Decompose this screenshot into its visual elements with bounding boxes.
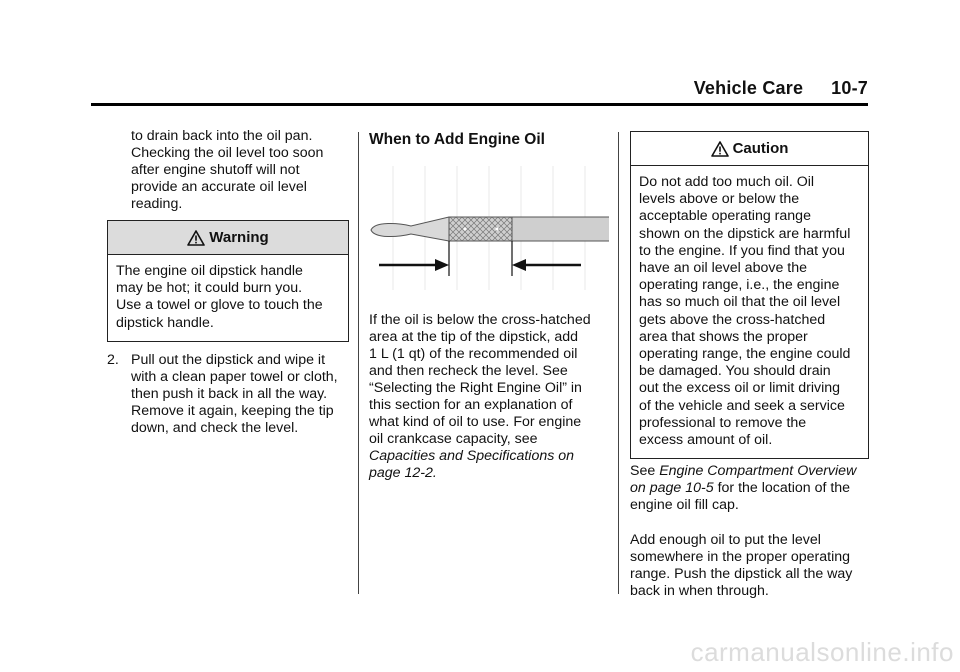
text-line: professional to remove the	[639, 414, 807, 431]
running-header	[694, 78, 868, 99]
text-line: provide an accurate oil level	[131, 179, 307, 195]
cross-reference-link[interactable]: Capacities and Specifications on	[369, 448, 575, 464]
section-title: Vehicle Care	[693, 78, 804, 98]
text-line: If the oil is below the cross-hatched	[369, 312, 591, 328]
page-number: 10-7	[831, 78, 868, 98]
warning-header	[108, 221, 348, 255]
alert-triangle-icon	[711, 141, 729, 157]
caution-header	[631, 132, 868, 166]
caution-body	[631, 166, 868, 458]
text-line: Use a towel or glove to touch the	[116, 297, 323, 314]
see-paragraph	[630, 463, 875, 514]
text-line: operating range, the engine could	[639, 346, 851, 363]
text-line: Remove it again, keeping the tip	[131, 403, 334, 419]
step-2-text	[131, 352, 356, 437]
text-line: with a clean paper towel or cloth,	[131, 369, 338, 385]
text-line: then push it back in all the way.	[131, 386, 328, 402]
text-span: See	[630, 463, 660, 479]
text-line: excess amount of oil.	[639, 432, 773, 449]
text-line: The engine oil dipstick handle	[116, 263, 303, 279]
text-line: area that shows the proper	[639, 328, 808, 345]
text-line: dipstick handle.	[116, 314, 214, 331]
text-line: has so much oil that the oil level	[639, 294, 841, 311]
arrow-icon	[512, 259, 581, 271]
text-line: levels above or below the	[639, 191, 800, 208]
add-oil-paragraph	[369, 312, 614, 482]
text-line: what kind of oil to use. For engine	[369, 414, 582, 430]
text-line: to drain back into the oil pan.	[131, 128, 313, 144]
text-line: to the engine. If you find that you	[639, 242, 845, 259]
warning-box	[107, 220, 349, 342]
text-line: oil crankcase capacity, see	[369, 431, 538, 447]
caution-box	[630, 131, 869, 459]
text-line: of the vehicle and seek a service	[639, 397, 845, 414]
section-heading: When to Add Engine Oil	[369, 131, 545, 148]
text-line: somewhere in the proper operating	[630, 549, 851, 565]
text-line: Pull out the dipstick and wipe it	[131, 352, 326, 368]
alert-triangle-icon	[187, 230, 205, 246]
watermark: carmanualsonline.info	[690, 637, 954, 667]
text-line: acceptable operating range	[639, 208, 811, 225]
caution-title: Caution	[732, 140, 789, 157]
text-line: engine oil fill cap.	[630, 497, 739, 513]
column-divider-2	[618, 132, 619, 594]
arrow-icon	[379, 259, 449, 271]
header-rule	[91, 103, 868, 106]
dipstick-illustration	[369, 166, 609, 290]
text-line: this section for an explanation of	[369, 397, 573, 413]
cross-reference-link[interactable]: Engine Compartment Overview	[659, 463, 857, 479]
warning-body	[108, 255, 348, 341]
text-line: Checking the oil level too soon	[131, 145, 324, 161]
text-line: Do not add too much oil. Oil	[639, 174, 815, 190]
text-line: “Selecting the Right Engine Oil” in	[369, 380, 582, 396]
cross-reference-link[interactable]: page 12-2.	[369, 465, 437, 481]
text-line: area at the tip of the dipstick, add	[369, 329, 579, 345]
text-line: shown on the dipstick are harmful	[639, 225, 851, 242]
text-line: out the excess oil or limit driving	[639, 380, 841, 397]
cross-reference-link[interactable]: on page 10-5	[630, 480, 714, 496]
text-line: have an oil level above the	[639, 260, 808, 277]
column-divider-1	[358, 132, 359, 594]
text-line: and then recheck the level. See	[369, 363, 568, 379]
text-line: 1 L (1 qt) of the recommended oil	[369, 346, 578, 362]
add-enough-paragraph	[630, 532, 875, 600]
text-line: operating range, i.e., the engine	[639, 277, 840, 294]
warning-title: Warning	[209, 229, 269, 246]
text-span: for the location of the	[713, 480, 851, 496]
intro-paragraph	[131, 128, 353, 213]
step-number: 2.	[107, 352, 119, 368]
text-line: back in when through.	[630, 583, 769, 599]
text-line: be damaged. You should drain	[639, 363, 831, 380]
text-line: range. Push the dipstick all the way	[630, 566, 853, 582]
text-line: after engine shutoff will not	[131, 162, 300, 178]
text-line: reading.	[131, 196, 183, 212]
text-line: down, and check the level.	[131, 420, 299, 436]
text-line: Add enough oil to put the level	[630, 532, 821, 548]
text-line: may be hot; it could burn you.	[116, 280, 303, 297]
text-line: gets above the cross-hatched	[639, 311, 826, 328]
